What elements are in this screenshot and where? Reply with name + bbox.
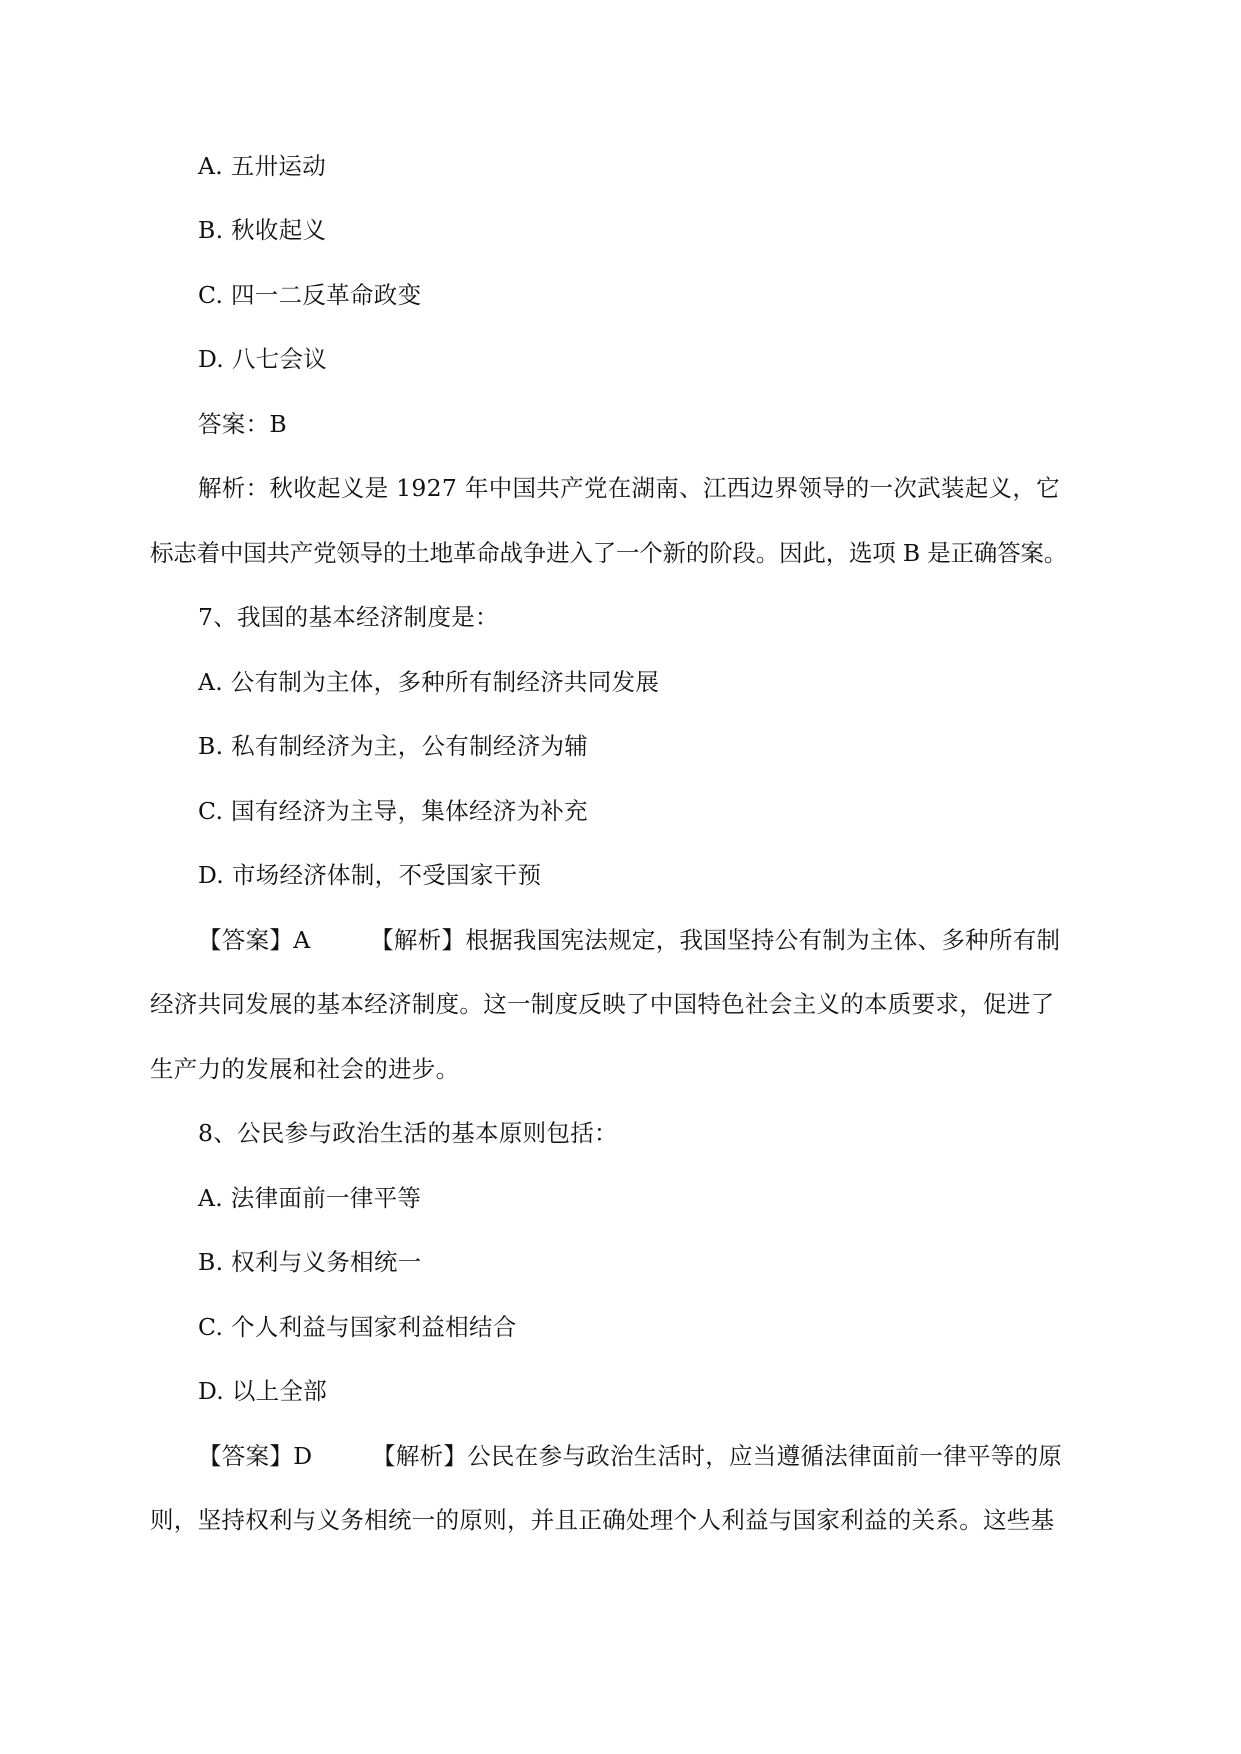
q6-option-d: D. 八七会议 (198, 345, 328, 373)
q8-option-c: C. 个人利益与国家利益相结合 (198, 1313, 517, 1341)
q7-option-d: D. 市场经济体制，不受国家干预 (198, 861, 542, 889)
q8-answer-line-1: 【答案】D 【解析】公民在参与政治生活时，应当遵循法律面前一律平等的原 (198, 1442, 1063, 1470)
q8-option-a: A. 法律面前一律平等 (198, 1184, 422, 1212)
q8-option-d: D. 以上全部 (198, 1377, 328, 1405)
q7-answer-line-3: 生产力的发展和社会的进步。 (150, 1055, 460, 1083)
q6-option-c: C. 四一二反革命政变 (198, 281, 422, 309)
q7-answer-line-2: 经济共同发展的基本经济制度。这一制度反映了中国特色社会主义的本质要求，促进了 (150, 990, 1055, 1018)
q6-option-b: B. 秋收起义 (198, 216, 327, 244)
q6-analysis-line-1: 解析：秋收起义是 1927 年中国共产党在湖南、江西边界领导的一次武装起义，它 (198, 474, 1060, 502)
q6-answer: 答案：B (198, 410, 287, 438)
q8-question: 8、公民参与政治生活的基本原则包括： (198, 1119, 618, 1147)
q8-answer-line-2: 则，坚持权利与义务相统一的原则，并且正确处理个人利益与国家利益的关系。这些基 (150, 1506, 1055, 1534)
q6-option-a: A. 五卅运动 (198, 152, 327, 180)
q7-option-c: C. 国有经济为主导，集体经济为补充 (198, 797, 588, 825)
q6-analysis-line-2: 标志着中国共产党领导的土地革命战争进入了一个新的阶段。因此，选项 B 是正确答案。 (150, 539, 1068, 567)
q8-option-b: B. 权利与义务相统一 (198, 1248, 422, 1276)
q7-option-b: B. 私有制经济为主，公有制经济为辅 (198, 732, 589, 760)
q7-answer-line-1: 【答案】A 【解析】根据我国宪法规定，我国坚持公有制为主体、多种所有制 (198, 926, 1061, 954)
q7-option-a: A. 公有制为主体，多种所有制经济共同发展 (198, 668, 660, 696)
q7-question: 7、我国的基本经济制度是： (198, 603, 499, 631)
